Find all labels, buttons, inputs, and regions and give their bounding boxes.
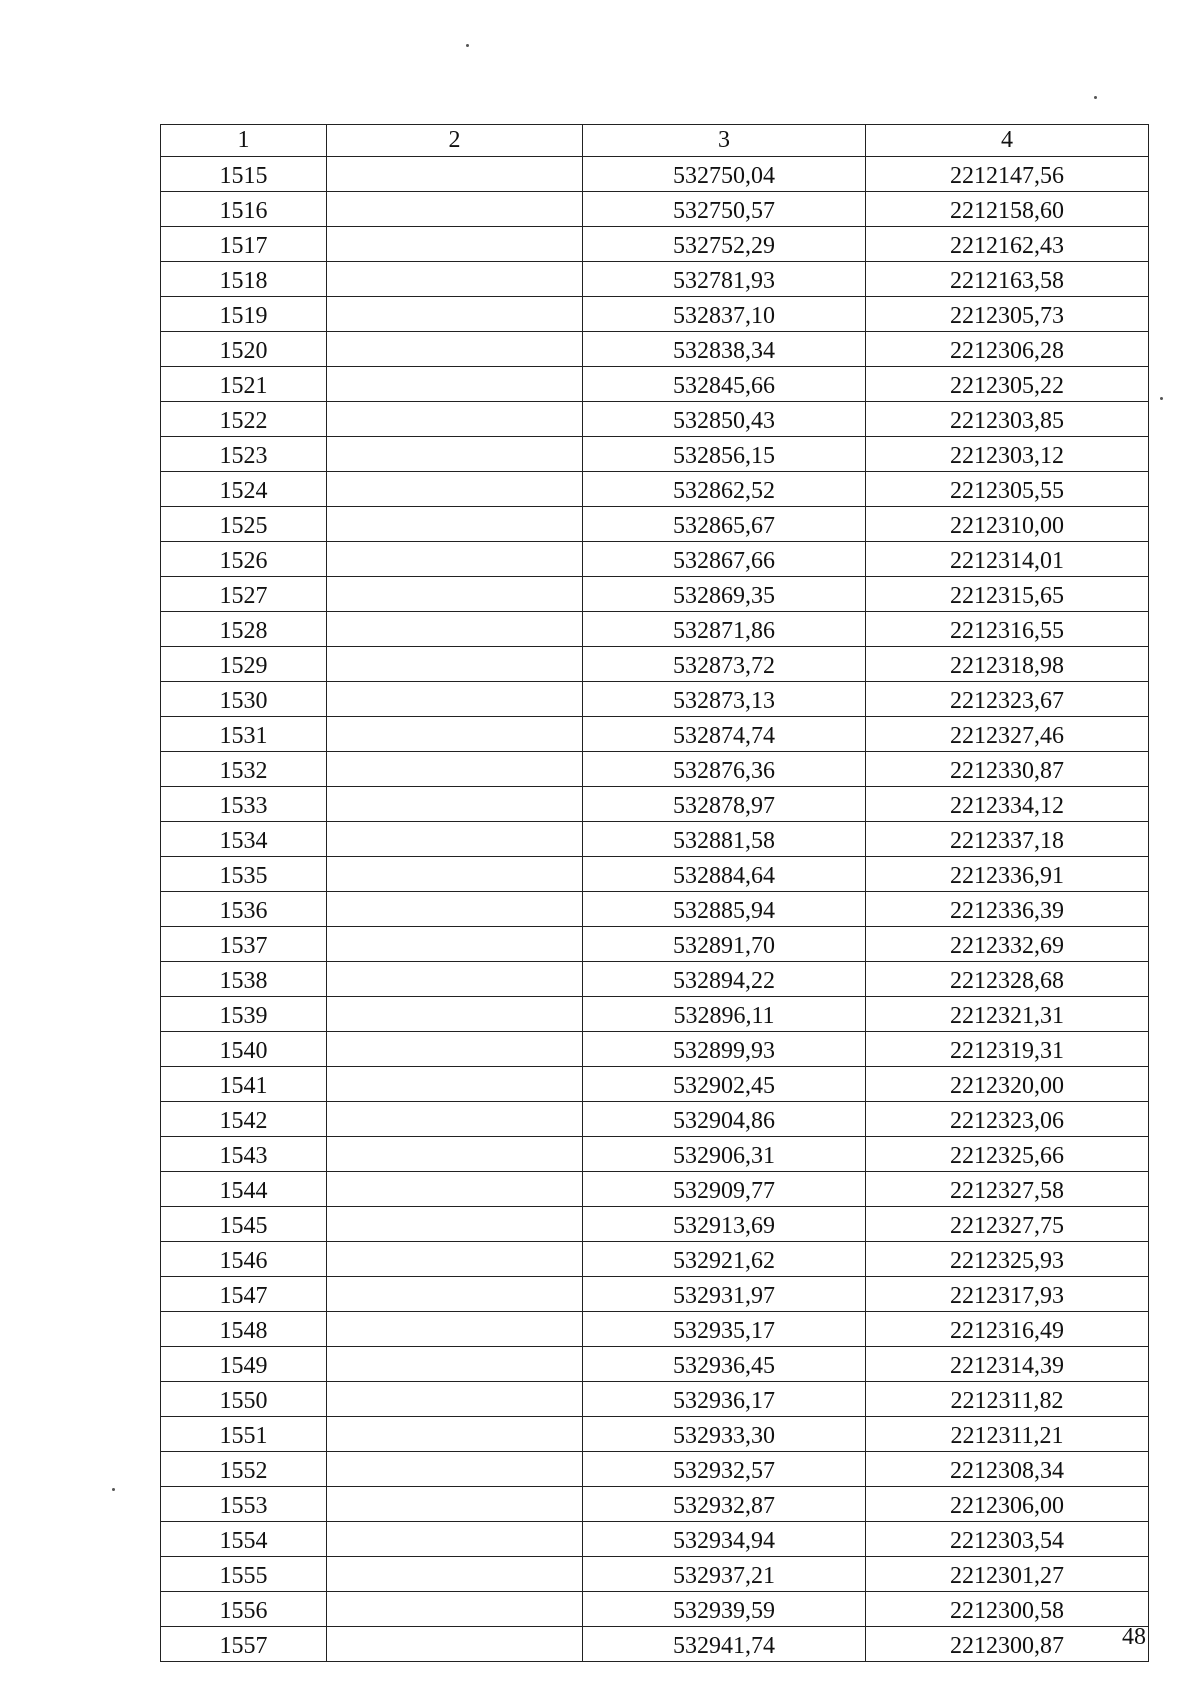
point-number-cell: 1530 <box>161 682 327 717</box>
table-body <box>161 157 1149 1662</box>
y-coordinate-cell: 2212311,21 <box>866 1417 1149 1452</box>
point-name-cell <box>327 1102 583 1137</box>
y-coordinate-cell: 2212316,55 <box>866 612 1149 647</box>
point-name-cell <box>327 1172 583 1207</box>
table-row <box>161 997 1149 1032</box>
y-coordinate-cell: 2212318,98 <box>866 647 1149 682</box>
table-row <box>161 1067 1149 1102</box>
y-coordinate-cell: 2212305,73 <box>866 297 1149 332</box>
x-coordinate-cell: 532867,66 <box>583 542 866 577</box>
point-number-cell: 1538 <box>161 962 327 997</box>
point-number-cell: 1532 <box>161 752 327 787</box>
table-row <box>161 262 1149 297</box>
point-name-cell <box>327 437 583 472</box>
table-row <box>161 577 1149 612</box>
table-row <box>161 227 1149 262</box>
y-coordinate-cell: 2212306,28 <box>866 332 1149 367</box>
scan-speck <box>466 44 469 47</box>
table-row <box>161 822 1149 857</box>
x-coordinate-cell: 532896,11 <box>583 997 866 1032</box>
x-coordinate-cell: 532932,87 <box>583 1487 866 1522</box>
point-name-cell <box>327 1557 583 1592</box>
table-row <box>161 1312 1149 1347</box>
table-row <box>161 1172 1149 1207</box>
point-number-cell: 1543 <box>161 1137 327 1172</box>
point-name-cell <box>327 227 583 262</box>
point-name-cell <box>327 577 583 612</box>
table-row <box>161 1137 1149 1172</box>
point-name-cell <box>327 1242 583 1277</box>
point-number-cell: 1554 <box>161 1522 327 1557</box>
y-coordinate-cell: 2212323,67 <box>866 682 1149 717</box>
point-number-cell: 1545 <box>161 1207 327 1242</box>
y-coordinate-cell: 2212321,31 <box>866 997 1149 1032</box>
table-row <box>161 1032 1149 1067</box>
x-coordinate-cell: 532869,35 <box>583 577 866 612</box>
point-number-cell: 1520 <box>161 332 327 367</box>
x-coordinate-cell: 532936,45 <box>583 1347 866 1382</box>
point-number-cell: 1553 <box>161 1487 327 1522</box>
page-number: 48 <box>1122 1624 1146 1650</box>
y-coordinate-cell: 2212323,06 <box>866 1102 1149 1137</box>
x-coordinate-cell: 532862,52 <box>583 472 866 507</box>
point-number-cell: 1551 <box>161 1417 327 1452</box>
table-row <box>161 1242 1149 1277</box>
table-row <box>161 1522 1149 1557</box>
x-coordinate-cell: 532932,57 <box>583 1452 866 1487</box>
x-coordinate-cell: 532902,45 <box>583 1067 866 1102</box>
point-name-cell <box>327 402 583 437</box>
point-name-cell <box>327 752 583 787</box>
coordinates-table <box>160 124 1149 1662</box>
table-row <box>161 1207 1149 1242</box>
y-coordinate-cell: 2212325,93 <box>866 1242 1149 1277</box>
header-col-2: 2 <box>327 125 583 157</box>
point-number-cell: 1548 <box>161 1312 327 1347</box>
y-coordinate-cell: 2212147,56 <box>866 157 1149 192</box>
y-coordinate-cell: 2212314,01 <box>866 542 1149 577</box>
y-coordinate-cell: 2212311,82 <box>866 1382 1149 1417</box>
y-coordinate-cell: 2212301,27 <box>866 1557 1149 1592</box>
x-coordinate-cell: 532921,62 <box>583 1242 866 1277</box>
x-coordinate-cell: 532845,66 <box>583 367 866 402</box>
point-number-cell: 1540 <box>161 1032 327 1067</box>
y-coordinate-cell: 2212327,75 <box>866 1207 1149 1242</box>
point-number-cell: 1525 <box>161 507 327 542</box>
point-name-cell <box>327 857 583 892</box>
table-row <box>161 402 1149 437</box>
point-name-cell <box>327 1487 583 1522</box>
x-coordinate-cell: 532894,22 <box>583 962 866 997</box>
point-number-cell: 1519 <box>161 297 327 332</box>
point-number-cell: 1518 <box>161 262 327 297</box>
point-name-cell <box>327 682 583 717</box>
point-name-cell <box>327 542 583 577</box>
point-number-cell: 1527 <box>161 577 327 612</box>
point-name-cell <box>327 297 583 332</box>
point-number-cell: 1535 <box>161 857 327 892</box>
point-name-cell <box>327 1032 583 1067</box>
point-name-cell <box>327 612 583 647</box>
x-coordinate-cell: 532750,57 <box>583 192 866 227</box>
y-coordinate-cell: 2212303,54 <box>866 1522 1149 1557</box>
point-number-cell: 1536 <box>161 892 327 927</box>
y-coordinate-cell: 2212303,85 <box>866 402 1149 437</box>
point-name-cell <box>327 1452 583 1487</box>
x-coordinate-cell: 532850,43 <box>583 402 866 437</box>
point-number-cell: 1523 <box>161 437 327 472</box>
table-row <box>161 752 1149 787</box>
point-number-cell: 1550 <box>161 1382 327 1417</box>
table-row <box>161 1347 1149 1382</box>
table-row <box>161 437 1149 472</box>
y-coordinate-cell: 2212300,87 <box>866 1627 1149 1662</box>
point-number-cell: 1552 <box>161 1452 327 1487</box>
y-coordinate-cell: 2212334,12 <box>866 787 1149 822</box>
point-name-cell <box>327 1067 583 1102</box>
table-row <box>161 367 1149 402</box>
table-row <box>161 1382 1149 1417</box>
table-row <box>161 472 1149 507</box>
x-coordinate-cell: 532838,34 <box>583 332 866 367</box>
point-number-cell: 1533 <box>161 787 327 822</box>
y-coordinate-cell: 2212308,34 <box>866 1452 1149 1487</box>
point-name-cell <box>327 787 583 822</box>
y-coordinate-cell: 2212319,31 <box>866 1032 1149 1067</box>
y-coordinate-cell: 2212337,18 <box>866 822 1149 857</box>
point-number-cell: 1537 <box>161 927 327 962</box>
x-coordinate-cell: 532885,94 <box>583 892 866 927</box>
y-coordinate-cell: 2212336,91 <box>866 857 1149 892</box>
point-name-cell <box>327 1592 583 1627</box>
y-coordinate-cell: 2212306,00 <box>866 1487 1149 1522</box>
x-coordinate-cell: 532933,30 <box>583 1417 866 1452</box>
point-name-cell <box>327 1207 583 1242</box>
point-name-cell <box>327 192 583 227</box>
table-header <box>161 125 1149 157</box>
table-row <box>161 157 1149 192</box>
x-coordinate-cell: 532837,10 <box>583 297 866 332</box>
point-name-cell <box>327 962 583 997</box>
point-number-cell: 1528 <box>161 612 327 647</box>
y-coordinate-cell: 2212332,69 <box>866 927 1149 962</box>
y-coordinate-cell: 2212327,58 <box>866 1172 1149 1207</box>
table-row <box>161 192 1149 227</box>
y-coordinate-cell: 2212316,49 <box>866 1312 1149 1347</box>
header-col-4: 4 <box>866 125 1149 157</box>
x-coordinate-cell: 532906,31 <box>583 1137 866 1172</box>
x-coordinate-cell: 532899,93 <box>583 1032 866 1067</box>
point-name-cell <box>327 1277 583 1312</box>
table-row <box>161 892 1149 927</box>
point-number-cell: 1539 <box>161 997 327 1032</box>
table-row <box>161 1417 1149 1452</box>
point-name-cell <box>327 1627 583 1662</box>
y-coordinate-cell: 2212162,43 <box>866 227 1149 262</box>
point-number-cell: 1557 <box>161 1627 327 1662</box>
point-name-cell <box>327 997 583 1032</box>
x-coordinate-cell: 532936,17 <box>583 1382 866 1417</box>
table-row <box>161 962 1149 997</box>
point-name-cell <box>327 1312 583 1347</box>
point-number-cell: 1529 <box>161 647 327 682</box>
table-row <box>161 1452 1149 1487</box>
y-coordinate-cell: 2212303,12 <box>866 437 1149 472</box>
x-coordinate-cell: 532891,70 <box>583 927 866 962</box>
x-coordinate-cell: 532904,86 <box>583 1102 866 1137</box>
x-coordinate-cell: 532856,15 <box>583 437 866 472</box>
y-coordinate-cell: 2212327,46 <box>866 717 1149 752</box>
x-coordinate-cell: 532937,21 <box>583 1557 866 1592</box>
x-coordinate-cell: 532874,74 <box>583 717 866 752</box>
x-coordinate-cell: 532909,77 <box>583 1172 866 1207</box>
x-coordinate-cell: 532934,94 <box>583 1522 866 1557</box>
table-row <box>161 542 1149 577</box>
y-coordinate-cell: 2212328,68 <box>866 962 1149 997</box>
y-coordinate-cell: 2212305,22 <box>866 367 1149 402</box>
y-coordinate-cell: 2212310,00 <box>866 507 1149 542</box>
header-row <box>161 125 1149 157</box>
point-name-cell <box>327 1137 583 1172</box>
point-name-cell <box>327 332 583 367</box>
point-name-cell <box>327 507 583 542</box>
y-coordinate-cell: 2212300,58 <box>866 1592 1149 1627</box>
table-row <box>161 507 1149 542</box>
table-row <box>161 1557 1149 1592</box>
table-row <box>161 717 1149 752</box>
point-number-cell: 1526 <box>161 542 327 577</box>
x-coordinate-cell: 532878,97 <box>583 787 866 822</box>
point-number-cell: 1547 <box>161 1277 327 1312</box>
point-number-cell: 1556 <box>161 1592 327 1627</box>
x-coordinate-cell: 532939,59 <box>583 1592 866 1627</box>
x-coordinate-cell: 532750,04 <box>583 157 866 192</box>
point-name-cell <box>327 717 583 752</box>
header-col-3: 3 <box>583 125 866 157</box>
table-row <box>161 647 1149 682</box>
table-row <box>161 857 1149 892</box>
table-row <box>161 1102 1149 1137</box>
table-row <box>161 332 1149 367</box>
scan-speck <box>1160 397 1163 400</box>
point-name-cell <box>327 1522 583 1557</box>
y-coordinate-cell: 2212314,39 <box>866 1347 1149 1382</box>
point-number-cell: 1546 <box>161 1242 327 1277</box>
point-number-cell: 1515 <box>161 157 327 192</box>
point-number-cell: 1555 <box>161 1557 327 1592</box>
point-name-cell <box>327 1417 583 1452</box>
point-name-cell <box>327 927 583 962</box>
x-coordinate-cell: 532781,93 <box>583 262 866 297</box>
table-row <box>161 612 1149 647</box>
table-row <box>161 297 1149 332</box>
table-row <box>161 787 1149 822</box>
point-name-cell <box>327 1347 583 1382</box>
table-row <box>161 1487 1149 1522</box>
point-number-cell: 1549 <box>161 1347 327 1382</box>
point-number-cell: 1541 <box>161 1067 327 1102</box>
x-coordinate-cell: 532865,67 <box>583 507 866 542</box>
table-row <box>161 682 1149 717</box>
point-name-cell <box>327 1382 583 1417</box>
y-coordinate-cell: 2212305,55 <box>866 472 1149 507</box>
point-number-cell: 1531 <box>161 717 327 752</box>
point-number-cell: 1516 <box>161 192 327 227</box>
point-number-cell: 1542 <box>161 1102 327 1137</box>
point-name-cell <box>327 647 583 682</box>
point-name-cell <box>327 822 583 857</box>
x-coordinate-cell: 532931,97 <box>583 1277 866 1312</box>
point-name-cell <box>327 892 583 927</box>
x-coordinate-cell: 532884,64 <box>583 857 866 892</box>
point-number-cell: 1521 <box>161 367 327 402</box>
table-row <box>161 1627 1149 1662</box>
x-coordinate-cell: 532873,13 <box>583 682 866 717</box>
point-name-cell <box>327 157 583 192</box>
point-number-cell: 1522 <box>161 402 327 437</box>
y-coordinate-cell: 2212158,60 <box>866 192 1149 227</box>
point-number-cell: 1544 <box>161 1172 327 1207</box>
y-coordinate-cell: 2212315,65 <box>866 577 1149 612</box>
x-coordinate-cell: 532881,58 <box>583 822 866 857</box>
y-coordinate-cell: 2212317,93 <box>866 1277 1149 1312</box>
x-coordinate-cell: 532873,72 <box>583 647 866 682</box>
point-number-cell: 1517 <box>161 227 327 262</box>
x-coordinate-cell: 532876,36 <box>583 752 866 787</box>
y-coordinate-cell: 2212330,87 <box>866 752 1149 787</box>
table-row <box>161 1277 1149 1312</box>
x-coordinate-cell: 532871,86 <box>583 612 866 647</box>
table-row <box>161 927 1149 962</box>
x-coordinate-cell: 532935,17 <box>583 1312 866 1347</box>
point-number-cell: 1524 <box>161 472 327 507</box>
point-name-cell <box>327 367 583 402</box>
y-coordinate-cell: 2212320,00 <box>866 1067 1149 1102</box>
x-coordinate-cell: 532941,74 <box>583 1627 866 1662</box>
point-name-cell <box>327 472 583 507</box>
point-name-cell <box>327 262 583 297</box>
y-coordinate-cell: 2212325,66 <box>866 1137 1149 1172</box>
scan-speck <box>112 1488 115 1491</box>
y-coordinate-cell: 2212336,39 <box>866 892 1149 927</box>
point-number-cell: 1534 <box>161 822 327 857</box>
x-coordinate-cell: 532752,29 <box>583 227 866 262</box>
x-coordinate-cell: 532913,69 <box>583 1207 866 1242</box>
table-row <box>161 1592 1149 1627</box>
y-coordinate-cell: 2212163,58 <box>866 262 1149 297</box>
scan-speck <box>1094 96 1097 99</box>
header-col-1: 1 <box>161 125 327 157</box>
